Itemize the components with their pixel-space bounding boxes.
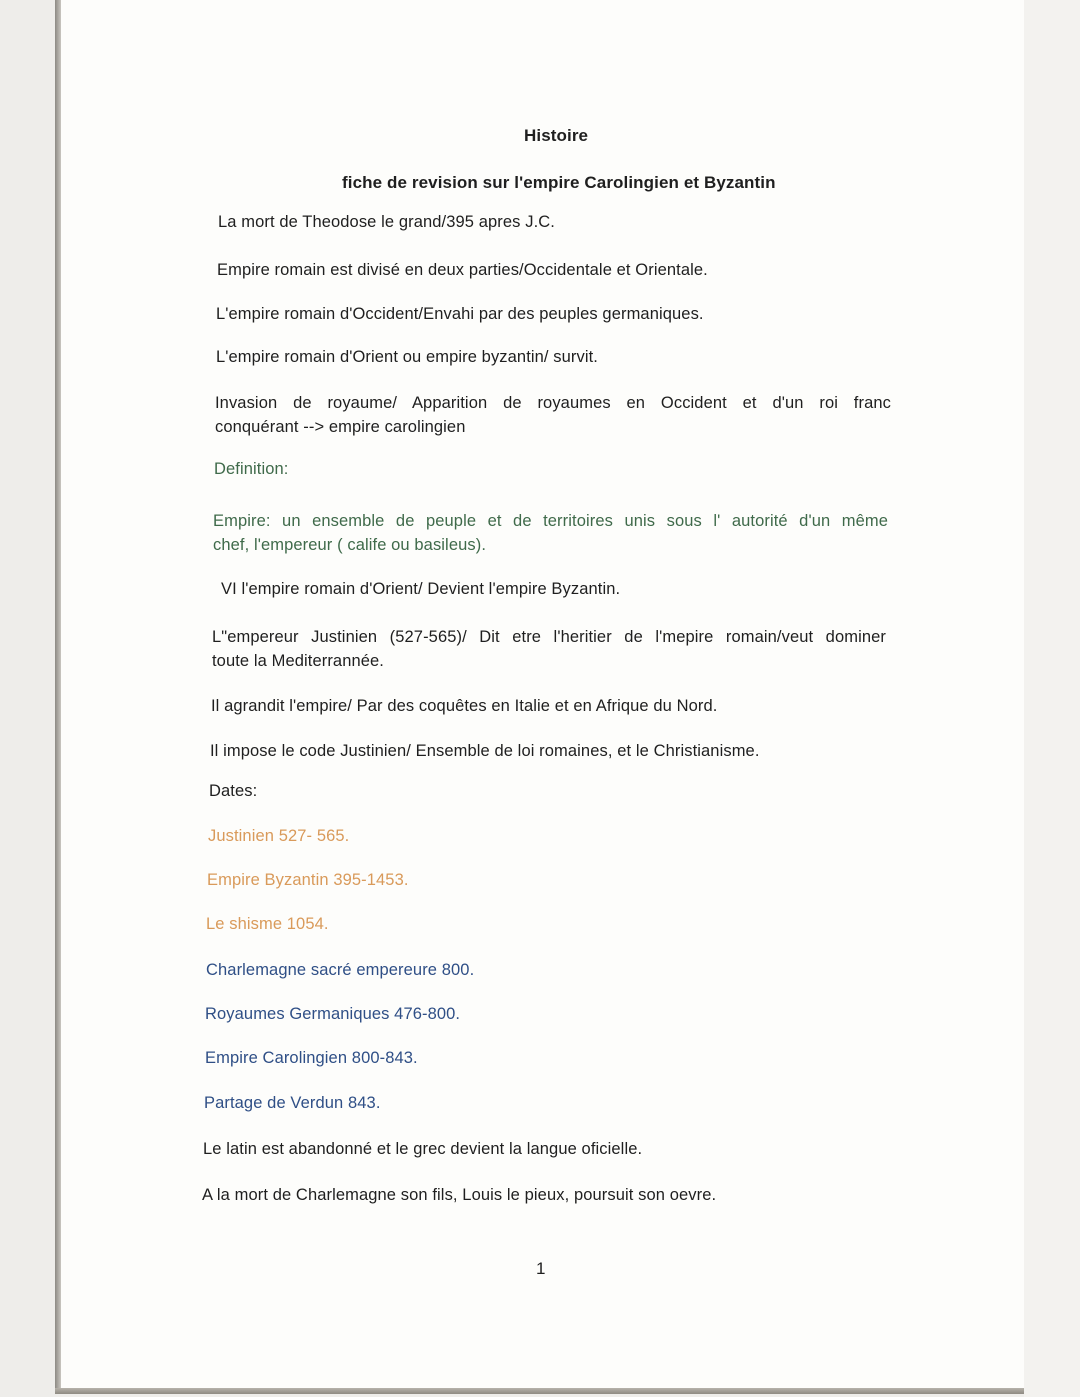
line-impose: Il impose le code Justinien/ Ensemble de loi romaines, et le Christianisme. (210, 742, 760, 760)
date-shisme: Le shisme 1054. (206, 915, 329, 933)
definition-label: Definition: (214, 460, 289, 478)
line-agrandit: Il agrandit l'empire/ Par des coquêtes en Italie et en Afrique du Nord. (211, 697, 718, 715)
line-orient: L'empire romain d'Orient ou empire byzantin/ survit. (216, 348, 598, 366)
line-mort-charlemagne: A la mort de Charlemagne son fils, Louis le pieux, poursuit son oevre. (202, 1186, 717, 1204)
empire-definition (213, 509, 888, 557)
page-left-edge (55, 0, 61, 1391)
date-royaumes: Royaumes Germaniques 476-800. (205, 1005, 461, 1023)
page-right-margin (1024, 0, 1080, 1397)
line-justinien-2: toute la Mediterrannée. (212, 652, 384, 670)
date-byzantin: Empire Byzantin 395-1453. (207, 871, 409, 889)
empire-definition-2: chef, l'empereur ( calife ou basileus). (213, 536, 487, 554)
document-title: Histoire (524, 126, 589, 145)
line-latin: Le latin est abandonné et le grec devient la langue oficielle. (203, 1140, 643, 1158)
line-theodose: La mort de Theodose le grand/395 apres J.C. (218, 213, 555, 231)
document-page (58, 0, 1026, 1391)
line-justinien (212, 625, 886, 673)
document-subtitle: fiche de revision sur l'empire Carolingien et Byzantin (342, 173, 776, 192)
date-verdun: Partage de Verdun 843. (204, 1094, 381, 1112)
dates-label: Dates: (209, 782, 258, 800)
line-invasion-2: conquérant --> empire carolingien (215, 418, 466, 436)
line-vi-orient: VI l'empire romain d'Orient/ Devient l'empire Byzantin. (221, 580, 621, 598)
empire-definition-1: Empire: un ensemble de peuple et de territoires unis sous l' autorité d'un même (213, 512, 888, 530)
page-number: 1 (536, 1259, 546, 1278)
line-invasion-1: Invasion de royaume/ Apparition de royaumes en Occident et d'un roi franc (215, 394, 891, 412)
date-justinien: Justinien 527- 565. (208, 827, 350, 845)
line-invasion (215, 391, 891, 439)
line-justinien-1: L"empereur Justinien (527-565)/ Dit etre l'heritier de l'mepire romain/veut dominer (212, 628, 886, 646)
date-charlemagne: Charlemagne sacré empereure 800. (206, 961, 475, 979)
page-bottom-edge (55, 1388, 1026, 1394)
line-divise: Empire romain est divisé en deux parties/Occidentale et Orientale. (217, 261, 708, 279)
date-carolingien: Empire Carolingien 800-843. (205, 1049, 418, 1067)
line-occident: L'empire romain d'Occident/Envahi par des peuples germaniques. (216, 305, 704, 323)
